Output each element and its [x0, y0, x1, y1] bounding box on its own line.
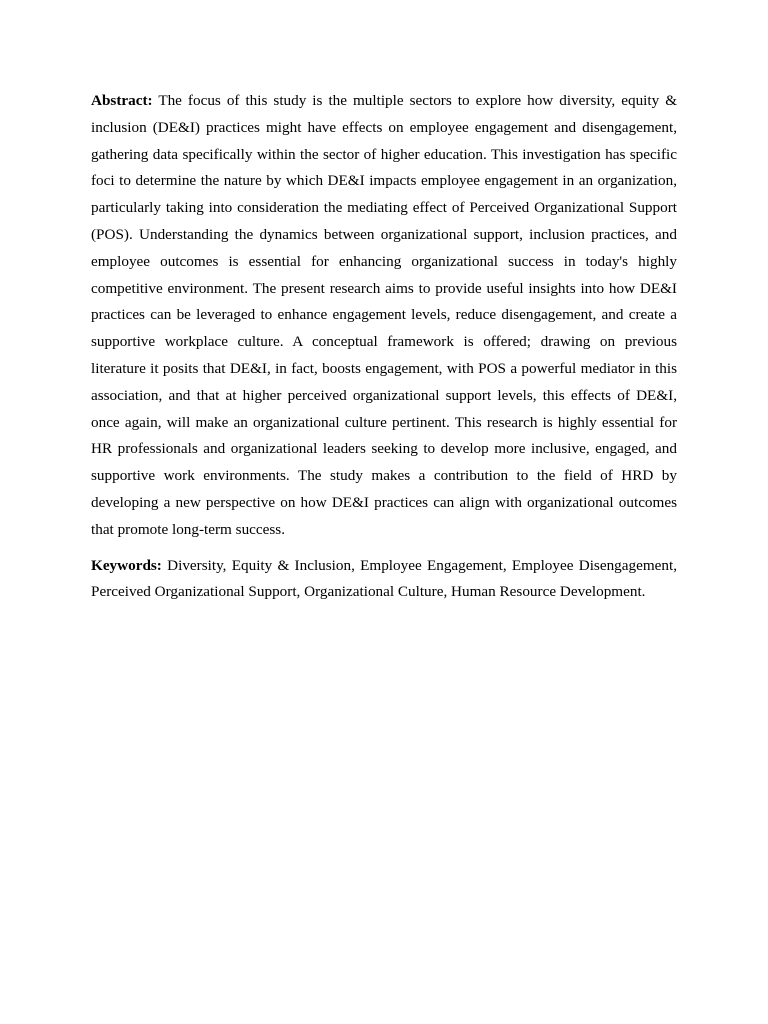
abstract-label: Abstract: [91, 92, 153, 109]
abstract-section [91, 88, 677, 606]
keywords-label: Keywords: [91, 556, 162, 574]
abstract-text: The focus of this study is the multiple sectors to explore how diversity, equity & inclusion (DE&I) practices might have effects on employee engagement and disengagement, gathering data specifically within the sector of higher education. This investigation has specific foci to determine the nature by which DE&I impacts employee engagement in an organization, particularly taking into consideration the mediating effect of Perceived Organizational Support (POS). Understanding the dynamics between organizational support, inclusion practices, and employee outcomes is essential for enhancing organizational success in today's highly competitive environment. The present research aims to provide useful insights into how DE&I practices can be leveraged to enhance engagement levels, reduce disengagement, and create a supportive workplace culture. A conceptual framework is offered; drawing on previous literature it posits that DE&I, in fact, boosts engagement, with POS a powerful mediator in this association, and that at higher perceived organizational support levels, this effects of DE&I, once again, will make an organizational culture pertinent. This research is highly essential for HR professionals and organizational leaders seeking to develop more inclusive, engaged, and supportive work environments. The study makes a contribution to the field of HRD by developing a new perspective on how DE&I practices can align with organizational outcomes that promote long-term success. [91, 92, 678, 538]
keywords-paragraph [91, 553, 677, 607]
keywords-text: Diversity, Equity & Inclusion, Employee Engagement, Employee Disengagement, Perceived Organizational Support, Organizational Culture, Human Resource Development. [91, 556, 677, 601]
abstract-paragraph [91, 88, 677, 544]
